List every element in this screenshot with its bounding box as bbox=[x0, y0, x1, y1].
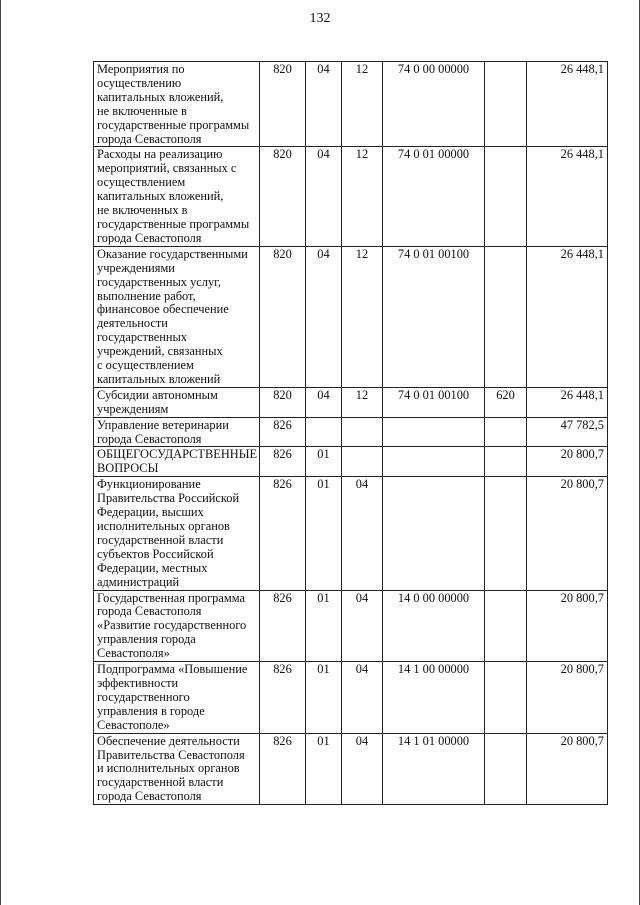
row-name-line: государственной власти bbox=[97, 532, 224, 547]
row-name-line: Функционирование bbox=[97, 477, 201, 492]
target-article-cell: 74 0 01 00100 bbox=[383, 387, 485, 417]
row-name-cell bbox=[94, 417, 260, 447]
expense-type-cell bbox=[485, 477, 527, 590]
expense-type-cell bbox=[485, 662, 527, 734]
target-article-cell bbox=[383, 417, 485, 447]
row-name-cell bbox=[94, 662, 260, 734]
amount-cell: 20 800,7 bbox=[527, 733, 608, 805]
row-name-line: управления в городе bbox=[97, 703, 205, 718]
subsection-code-cell: 04 bbox=[342, 590, 383, 662]
row-name-line: Расходы на реализацию bbox=[97, 147, 223, 162]
row-name-line: Мероприятия по bbox=[97, 62, 185, 76]
row-name-cell bbox=[94, 387, 260, 417]
section-code-cell: 01 bbox=[306, 447, 342, 477]
row-name-line: осуществлением bbox=[97, 175, 186, 190]
row-name-line: Подпрограмма «Повышение bbox=[97, 662, 248, 677]
row-name-cell bbox=[94, 246, 260, 387]
table-row bbox=[94, 447, 608, 477]
row-name-line: Правительства Российской bbox=[97, 491, 240, 506]
section-code-cell: 04 bbox=[306, 147, 342, 246]
row-name-line: Правительства Севастополя bbox=[97, 747, 245, 762]
row-name-line: капитальных вложений, bbox=[97, 89, 224, 104]
row-name-line: «Развитие государственного bbox=[97, 618, 247, 633]
row-name-line: Федерации, высших bbox=[97, 505, 204, 520]
dept-code-cell: 826 bbox=[260, 447, 306, 477]
table-row bbox=[94, 246, 608, 387]
section-code-cell bbox=[306, 417, 342, 447]
target-article-cell: 14 0 00 00000 bbox=[383, 590, 485, 662]
target-article-cell: 14 1 00 00000 bbox=[383, 662, 485, 734]
subsection-code-cell: 04 bbox=[342, 662, 383, 734]
row-name-line: ВОПРОСЫ bbox=[97, 461, 159, 476]
row-name-line: государственной власти bbox=[97, 775, 224, 790]
budget-table-body bbox=[94, 62, 608, 805]
row-name-line: не включенных в bbox=[97, 203, 188, 218]
row-name-line: государственных услуг, bbox=[97, 274, 221, 289]
row-name-line: исполнительных органов bbox=[97, 519, 230, 533]
dept-code-cell: 820 bbox=[260, 387, 306, 417]
budget-table bbox=[93, 61, 608, 805]
row-name-cell bbox=[94, 477, 260, 590]
section-code-cell: 01 bbox=[306, 590, 342, 662]
row-name-line: города Севастополя bbox=[97, 789, 202, 804]
subsection-code-cell: 12 bbox=[342, 387, 383, 417]
expense-type-cell bbox=[485, 733, 527, 805]
target-article-cell bbox=[383, 447, 485, 477]
dept-code-cell: 820 bbox=[260, 147, 306, 246]
row-name-line: города Севастополя bbox=[97, 604, 202, 619]
amount-cell: 26 448,1 bbox=[527, 147, 608, 246]
expense-type-cell bbox=[485, 447, 527, 477]
row-name-line: Управление ветеринарии bbox=[97, 417, 229, 432]
row-name-line: Севастополе» bbox=[97, 717, 170, 732]
subsection-code-cell: 12 bbox=[342, 147, 383, 246]
table-row bbox=[94, 590, 608, 662]
table-row bbox=[94, 417, 608, 447]
target-article-cell: 74 0 01 00100 bbox=[383, 246, 485, 387]
row-name-line: Оказание государственными bbox=[97, 246, 248, 261]
amount-cell: 26 448,1 bbox=[527, 62, 608, 147]
section-code-cell: 04 bbox=[306, 387, 342, 417]
amount-cell: 20 800,7 bbox=[527, 662, 608, 734]
expense-type-cell bbox=[485, 246, 527, 387]
row-name-line: Обеспечение деятельности bbox=[97, 733, 240, 748]
row-name-line: города Севастополя bbox=[97, 131, 202, 146]
row-name-line: осуществлению bbox=[97, 75, 182, 90]
section-code-cell: 01 bbox=[306, 662, 342, 734]
row-name-line: Субсидии автономным bbox=[97, 387, 218, 402]
dept-code-cell: 826 bbox=[260, 477, 306, 590]
row-name-line: учреждений, связанных bbox=[97, 344, 223, 359]
row-name-line: субъектов Российской bbox=[97, 546, 214, 561]
row-name-cell bbox=[94, 447, 260, 477]
dept-code-cell: 826 bbox=[260, 590, 306, 662]
row-name-line: деятельности bbox=[97, 316, 168, 331]
row-name-line: с осуществлением bbox=[97, 358, 194, 373]
target-article-cell: 14 1 01 00000 bbox=[383, 733, 485, 805]
row-name-cell bbox=[94, 733, 260, 805]
page-number: 132 bbox=[309, 11, 331, 26]
table-row bbox=[94, 62, 608, 147]
dept-code-cell: 820 bbox=[260, 62, 306, 147]
row-name-line: ОБЩЕГОСУДАРСТВЕННЫЕ bbox=[97, 447, 258, 462]
section-code-cell: 04 bbox=[306, 246, 342, 387]
row-name-line: Федерации, местных bbox=[97, 560, 208, 575]
row-name-line: капитальных вложений, bbox=[97, 189, 224, 204]
row-name-line: капитальных вложений bbox=[97, 371, 221, 386]
row-name-cell bbox=[94, 62, 260, 147]
table-row bbox=[94, 733, 608, 805]
row-name-line: города Севастополя bbox=[97, 431, 202, 446]
table-row bbox=[94, 477, 608, 590]
subsection-code-cell: 04 bbox=[342, 733, 383, 805]
section-code-cell: 01 bbox=[306, 733, 342, 805]
amount-cell: 20 800,7 bbox=[527, 477, 608, 590]
subsection-code-cell: 12 bbox=[342, 62, 383, 147]
dept-code-cell: 820 bbox=[260, 246, 306, 387]
amount-cell: 26 448,1 bbox=[527, 387, 608, 417]
row-name-line: и исполнительных органов bbox=[97, 761, 240, 776]
target-article-cell: 74 0 00 00000 bbox=[383, 62, 485, 147]
dept-code-cell: 826 bbox=[260, 417, 306, 447]
row-name-line: выполнение работ, bbox=[97, 288, 196, 303]
row-name-cell bbox=[94, 590, 260, 662]
row-name-line: учреждениями bbox=[97, 260, 175, 275]
row-name-line: Севастополя» bbox=[97, 646, 170, 661]
page-edge-left bbox=[0, 0, 1, 905]
row-name-line: города Севастополя bbox=[97, 230, 202, 245]
row-name-line: учреждениям bbox=[97, 401, 169, 416]
row-name-line: Государственная программа bbox=[97, 590, 245, 605]
table-row bbox=[94, 662, 608, 734]
subsection-code-cell bbox=[342, 417, 383, 447]
section-code-cell: 04 bbox=[306, 62, 342, 147]
row-name-line: финансовое обеспечение bbox=[97, 302, 229, 317]
amount-cell: 26 448,1 bbox=[527, 246, 608, 387]
expense-type-cell bbox=[485, 590, 527, 662]
row-name-line: государственного bbox=[97, 689, 190, 704]
amount-cell: 47 782,5 bbox=[527, 417, 608, 447]
row-name-cell bbox=[94, 147, 260, 246]
dept-code-cell: 826 bbox=[260, 733, 306, 805]
target-article-cell: 74 0 01 00000 bbox=[383, 147, 485, 246]
target-article-cell bbox=[383, 477, 485, 590]
expense-type-cell bbox=[485, 417, 527, 447]
expense-type-cell bbox=[485, 62, 527, 147]
expense-type-cell bbox=[485, 147, 527, 246]
subsection-code-cell bbox=[342, 447, 383, 477]
amount-cell: 20 800,7 bbox=[527, 447, 608, 477]
row-name-line: эффективности bbox=[97, 675, 179, 690]
row-name-line: мероприятий, связанных с bbox=[97, 161, 237, 176]
row-name-line: государственные программы bbox=[97, 117, 250, 132]
row-name-line: управления города bbox=[97, 632, 196, 647]
row-name-line: государственные программы bbox=[97, 216, 250, 231]
table-row bbox=[94, 147, 608, 246]
expense-type-cell: 620 bbox=[485, 387, 527, 417]
subsection-code-cell: 04 bbox=[342, 477, 383, 590]
row-name-line: администраций bbox=[97, 574, 180, 589]
table-row bbox=[94, 387, 608, 417]
dept-code-cell: 826 bbox=[260, 662, 306, 734]
subsection-code-cell: 12 bbox=[342, 246, 383, 387]
amount-cell: 20 800,7 bbox=[527, 590, 608, 662]
section-code-cell: 01 bbox=[306, 477, 342, 590]
row-name-line: не включенные в bbox=[97, 103, 187, 118]
row-name-line: государственных bbox=[97, 330, 188, 345]
